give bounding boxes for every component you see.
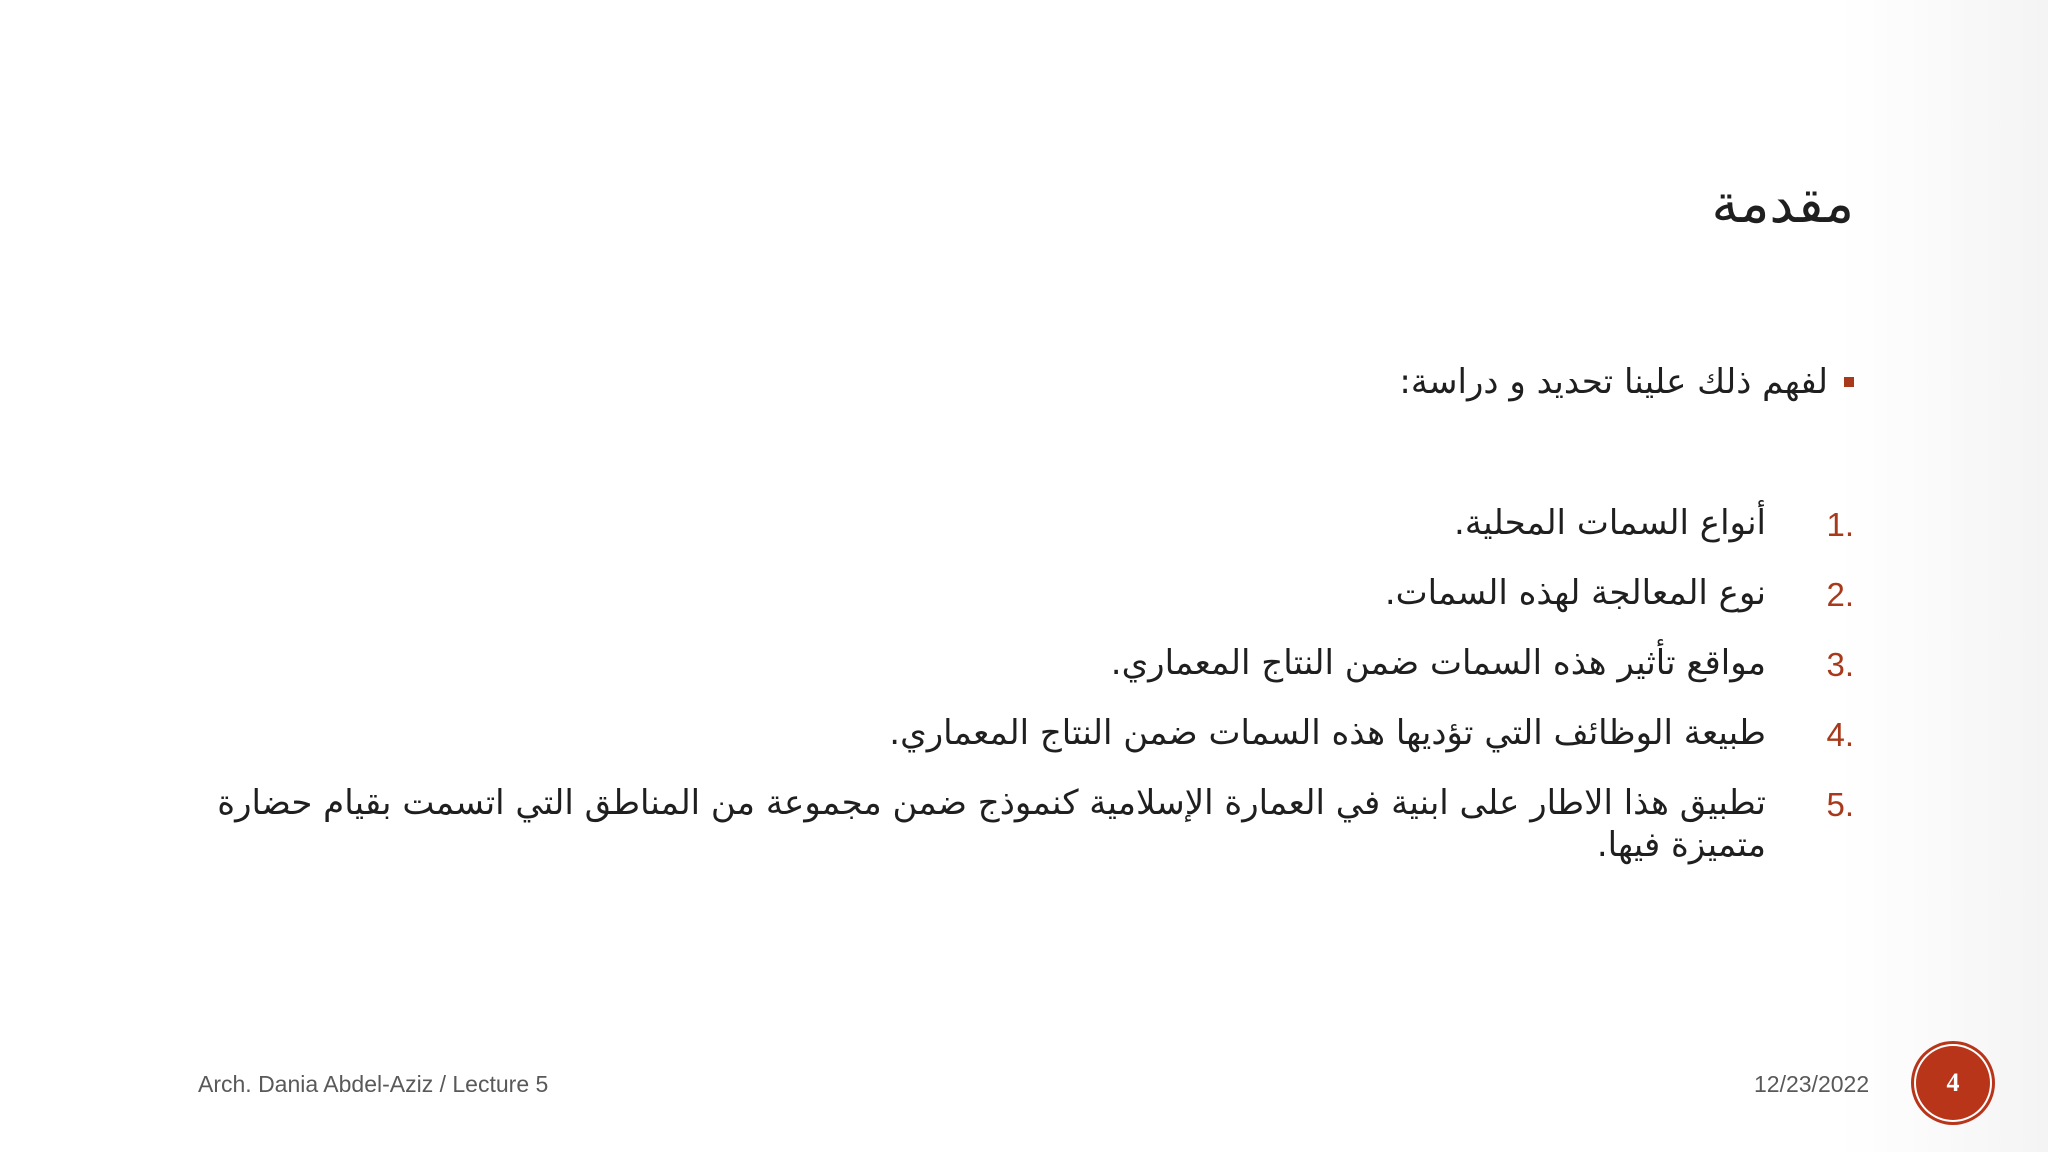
list-item-text: مواقع تأثير هذه السمات ضمن النتاج المعماري.	[1110, 643, 1766, 683]
square-bullet-icon	[1844, 377, 1854, 387]
footer-date: 12/23/2022	[1754, 1071, 1870, 1097]
list-item-number: 2.	[1826, 576, 1854, 613]
list-item	[174, 572, 1854, 618]
list-item-number: 3.	[1826, 646, 1854, 683]
list-item-text: طبيعة الوظائف التي تؤديها هذه السمات ضمن النتاج المعماري.	[889, 713, 1766, 753]
slide-title: مقدمة	[1711, 172, 1854, 235]
intro-line	[1399, 362, 1854, 402]
list-item-text: نوع المعالجة لهذه السمات.	[1384, 573, 1766, 613]
list-item-number: 4.	[1826, 716, 1854, 753]
list-item	[174, 782, 1854, 866]
list-item-text: أنواع السمات المحلية.	[1454, 503, 1766, 543]
page-number-badge	[1916, 1046, 1990, 1120]
intro-text: لفهم ذلك علينا تحديد و دراسة:	[1399, 362, 1828, 402]
page-number: 4	[1946, 1068, 1960, 1097]
list-item	[174, 712, 1854, 758]
numbered-list	[174, 502, 1854, 890]
right-side-panel	[1838, 0, 2048, 1152]
footer-author: Arch. Dania Abdel-Aziz / Lecture 5	[198, 1071, 549, 1097]
list-item-number: 5.	[1826, 786, 1854, 823]
list-item-text: تطبيق هذا الاطار على ابنية في العمارة الإسلامية كنموذج ضمن مجموعة من المناطق التي اتسمت بقيام حضارة متميزة فيها.	[217, 783, 1766, 865]
list-item-number: 1.	[1826, 506, 1854, 543]
list-item	[174, 502, 1854, 548]
list-item	[174, 642, 1854, 688]
